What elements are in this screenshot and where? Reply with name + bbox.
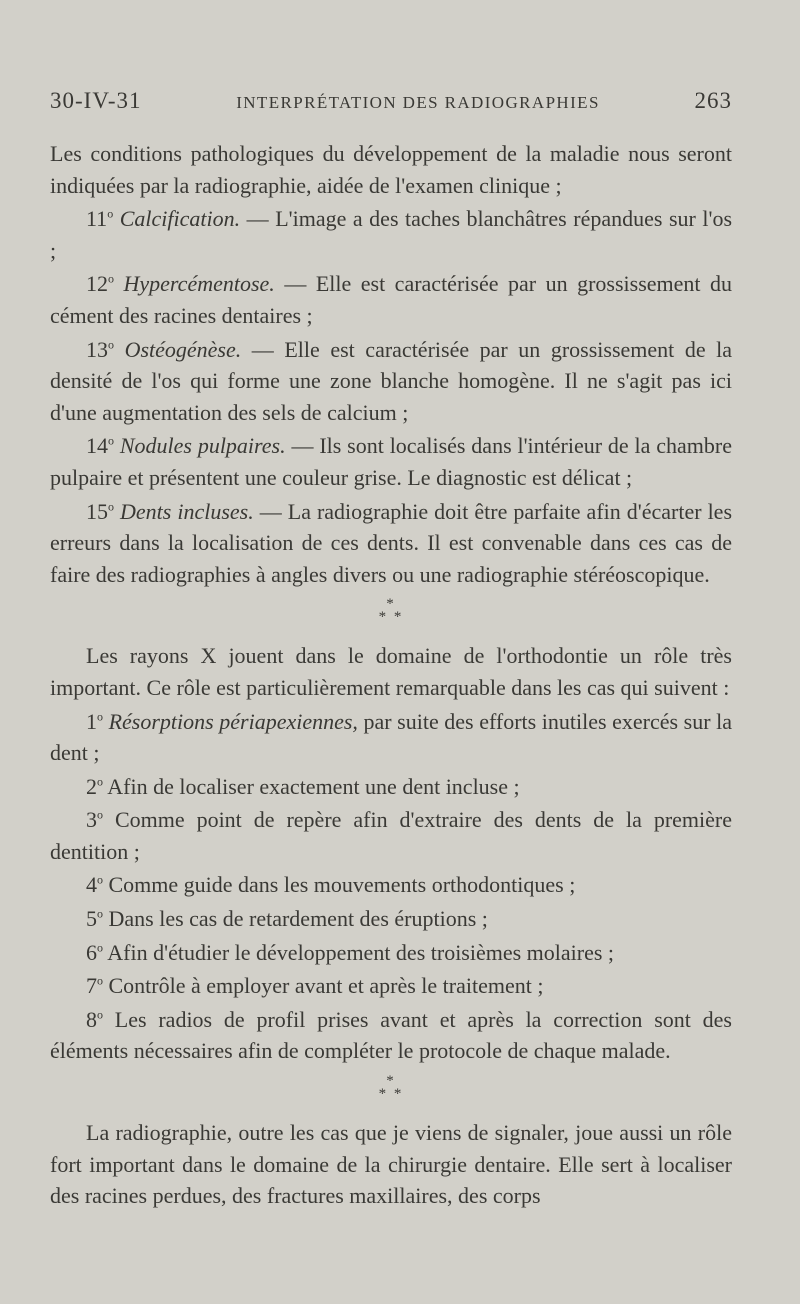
list-item-13: 13$^o$ Ostéogénèse. — Elle est caractérisée par un grossissement de la densité de l'os qui forme une zone blanche homogène. Il ne s'agit pas ici d'une augmentation des sels de calcium ;	[50, 336, 733, 425]
list-item-8: 8$^o$ Les radios de profil prises avant et après la correction sont des éléments nécessaires afin de compléter le protocole de chaque malade.	[50, 1006, 732, 1064]
item-title: Dents incluses.	[120, 498, 254, 524]
list-item-11: 11$^o$ Calcification. — L'image a des taches blanchâtres répandues sur l'os ;	[50, 206, 733, 263]
item-title: Calcification.	[119, 206, 241, 232]
item-title: Nodules pulpaires.	[119, 433, 286, 459]
body-text	[50, 138, 732, 1212]
list-item-14: 14$^o$ Nodules pulpaires. — Ils sont localisés dans l'intérieur de la chambre pulpaire et présentent une couleur grise. Le diagnostic est délicat ;	[50, 433, 732, 490]
list-item-7: 7$^o$ Contrôle à employer avant et après le traitement ;	[86, 973, 544, 999]
list-item-6: 6$^o$ Afin d'étudier le développement des troisièmes molaires ;	[86, 939, 615, 965]
closing-paragraph: La radiographie, outre les cas que je viens de signaler, joue aussi un rôle fort important dans le domaine de la chirurgie dentaire. Elle sert à localiser des racines perdues, des fractures maxillaires, des corps	[50, 1120, 732, 1209]
item-title: Résorptions périapexiennes,	[108, 708, 358, 734]
list-item-5: 5$^o$ Dans les cas de retardement des éruptions ;	[86, 906, 488, 932]
page-number: 263	[694, 88, 732, 113]
section-separator: * * *	[378, 1073, 404, 1103]
item-title: Hypercémentose.	[123, 271, 275, 297]
list-item-4: 4$^o$ Comme guide dans les mouvements orthodontiques ;	[86, 872, 576, 898]
header-title: INTERPRÉTATION DES RADIOGRAPHIES	[236, 93, 600, 112]
header-date: 30-IV-31	[50, 88, 142, 113]
list-item-12: 12$^o$ Hypercémentose. — Elle est caractérisée par un grossissement du cément des racines dentaires ;	[50, 271, 733, 328]
list-item-2: 2$^o$ Afin de localiser exactement une dent incluse ;	[86, 773, 520, 799]
running-header	[50, 88, 732, 114]
list-item-3: 3$^o$ Comme point de repère afin d'extraire des dents de la première dentition ;	[50, 807, 732, 864]
section-separator: * * *	[378, 596, 404, 626]
list-item-15: 15$^o$ Dents incluses. — La radiographie doit être parfaite afin d'écarter les erreurs dans la localisation de ces dents. Il est convenable dans ces cas de faire des radiographies à angles divers ou une radiographie stéréoscopique.	[50, 498, 733, 587]
list-item-1: 1$^o$ Résorptions périapexiennes, par suite des efforts inutiles exercés sur la dent ;	[50, 708, 732, 766]
intro-paragraph: Les conditions pathologiques du développement de la maladie nous seront indiquées par la radiographie, aidée de l'examen clinique ;	[50, 141, 732, 198]
item-title: Ostéogénèse.	[124, 336, 242, 362]
orthodontics-paragraph: Les rayons X jouent dans le domaine de l'orthodontie un rôle très important. Ce rôle est particulièrement remarquable dans les cas qui suivent :	[50, 643, 732, 700]
